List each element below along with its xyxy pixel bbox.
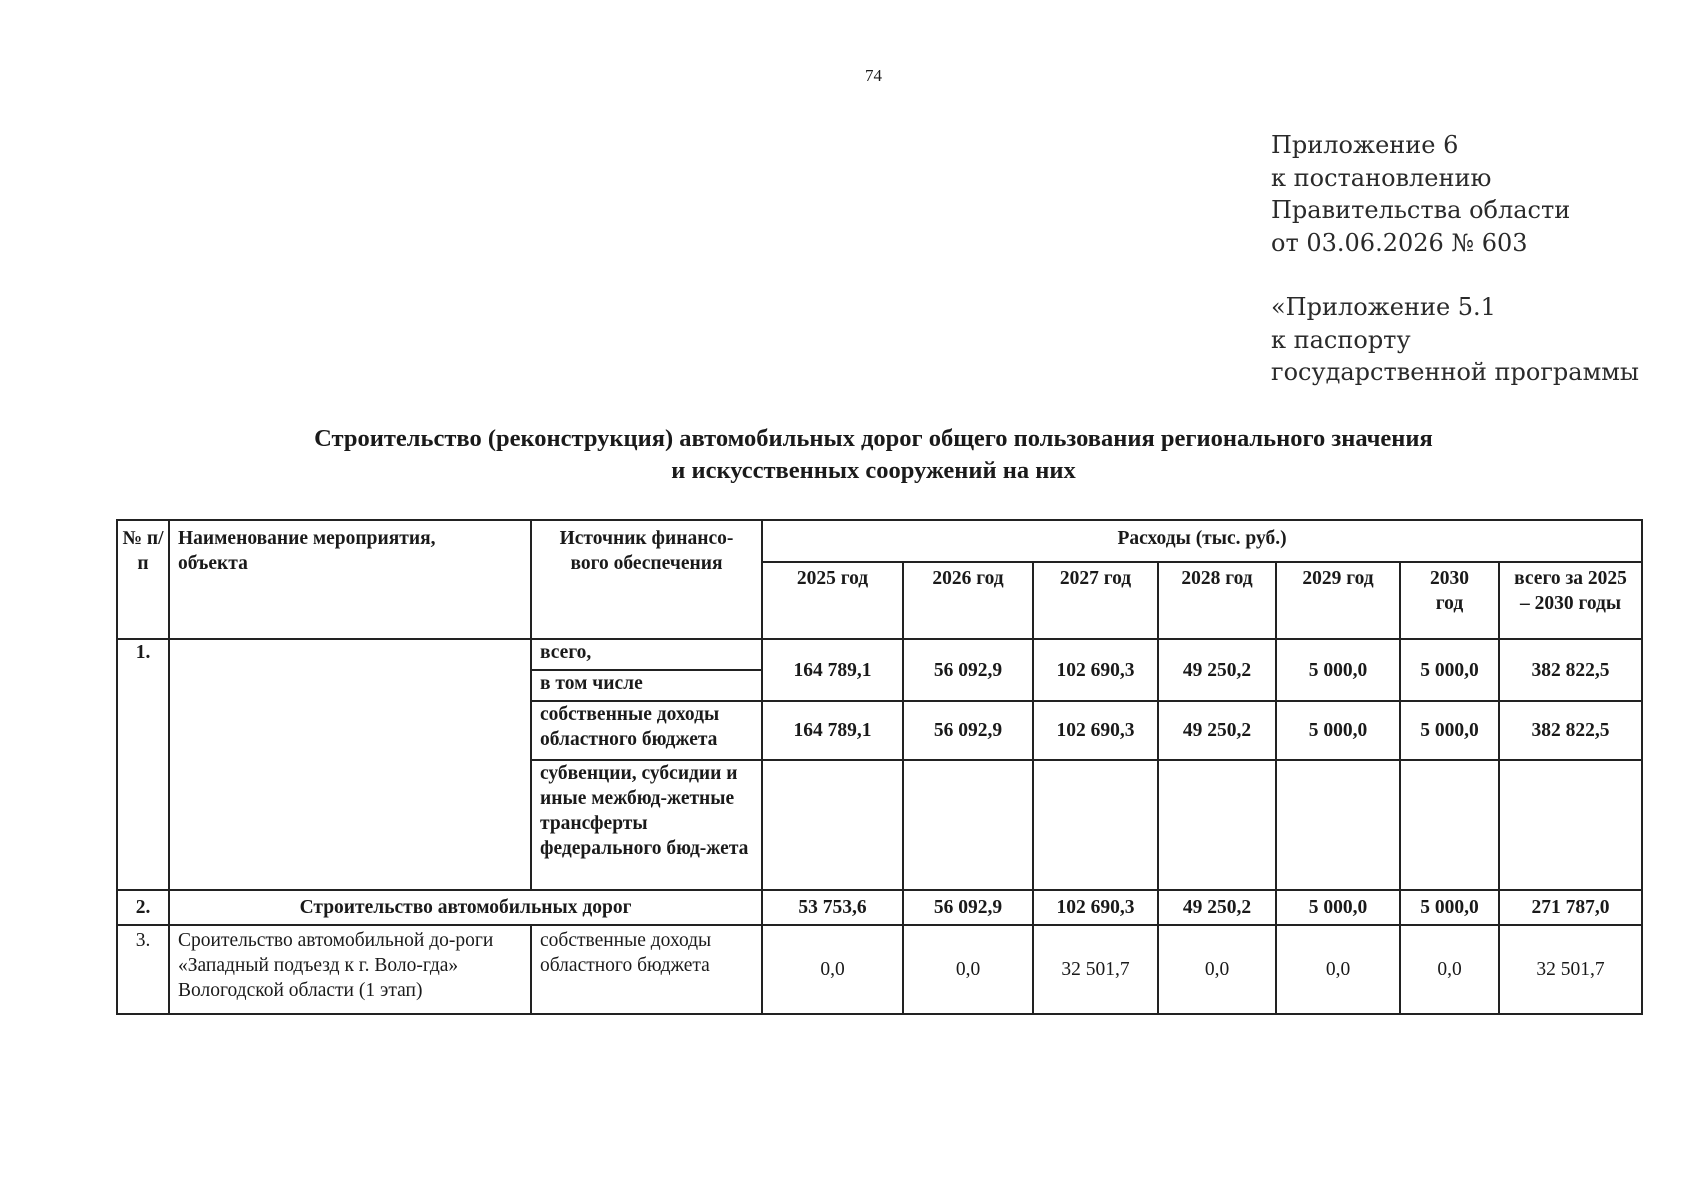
value-cell: 5 000,0 xyxy=(1276,701,1400,760)
value-cell: 5 000,0 xyxy=(1400,890,1499,925)
source-own-revenue: собственные доходы областного бюджета xyxy=(531,701,762,760)
empty-cell xyxy=(762,760,903,890)
empty-cell xyxy=(903,760,1033,890)
annex-line: к постановлению xyxy=(1271,163,1492,192)
annex-line: Приложение 6 xyxy=(1271,131,1459,159)
header-year-2028: 2028 год xyxy=(1158,562,1276,639)
value-cell: 32 501,7 xyxy=(1499,925,1642,1014)
value-cell: 5 000,0 xyxy=(1400,639,1499,701)
header-row-1 xyxy=(117,520,1642,562)
value-cell: 5 000,0 xyxy=(1276,890,1400,925)
header-year-2029: 2029 год xyxy=(1276,562,1400,639)
value-cell: 382 822,5 xyxy=(1499,701,1642,760)
value-cell: 382 822,5 xyxy=(1499,639,1642,701)
header-name: Наименование мероприятия, объекта xyxy=(169,520,531,639)
table-row xyxy=(117,890,1642,925)
annex-sub-line: «Приложение 5.1 xyxy=(1271,293,1496,321)
value-cell: 49 250,2 xyxy=(1158,701,1276,760)
header-total-years: всего за 2025 – 2030 годы xyxy=(1499,562,1642,639)
value-cell: 56 092,9 xyxy=(903,701,1033,760)
page-number: 74 xyxy=(865,66,882,85)
row-name xyxy=(169,639,531,890)
value-cell: 56 092,9 xyxy=(903,639,1033,701)
row-number: 1. xyxy=(117,639,169,890)
value-cell: 0,0 xyxy=(1276,925,1400,1014)
title-line-1: Строительство (реконструкция) автомобильных дорог общего пользования регионального значения xyxy=(314,425,1433,452)
value-cell: 0,0 xyxy=(762,925,903,1014)
empty-cell xyxy=(1276,760,1400,890)
source-including: в том числе xyxy=(531,670,762,701)
value-cell: 164 789,1 xyxy=(762,639,903,701)
value-cell: 5 000,0 xyxy=(1276,639,1400,701)
value-cell: 271 787,0 xyxy=(1499,890,1642,925)
value-cell: 0,0 xyxy=(1400,925,1499,1014)
section-title: Строительство автомобильных дорог xyxy=(169,890,762,925)
header-num: № п/п xyxy=(117,520,169,639)
header-year-2030: 2030 год xyxy=(1400,562,1499,639)
value-cell: 102 690,3 xyxy=(1033,701,1158,760)
annex-line: Правительства области xyxy=(1271,196,1571,224)
value-cell: 0,0 xyxy=(1158,925,1276,1014)
expenses-table xyxy=(116,519,1643,1015)
value-cell: 53 753,6 xyxy=(762,890,903,925)
row-name: Сроительство автомобильной до-роги «Западный подъезд к г. Воло-гда» Вологодской области (1 этап) xyxy=(169,925,531,1014)
value-cell: 32 501,7 xyxy=(1033,925,1158,1014)
annex-block xyxy=(1271,129,1639,389)
empty-cell xyxy=(1033,760,1158,890)
value-cell: 0,0 xyxy=(903,925,1033,1014)
annex-sub-line: к паспорту xyxy=(1271,325,1411,354)
value-cell: 102 690,3 xyxy=(1033,639,1158,701)
value-cell: 5 000,0 xyxy=(1400,701,1499,760)
row-source: собственные доходы областного бюджета xyxy=(531,925,762,1014)
header-source: Источник финансо-вого обеспечения xyxy=(531,520,762,639)
empty-cell xyxy=(1499,760,1642,890)
table-row xyxy=(117,639,1642,670)
annex-sub-line: государственной программы xyxy=(1271,358,1640,386)
annex-gap xyxy=(1271,259,1639,291)
header-year-2026: 2026 год xyxy=(903,562,1033,639)
annex-line: от 03.06.2026 № 603 xyxy=(1271,228,1528,257)
value-cell: 102 690,3 xyxy=(1033,890,1158,925)
header-year-2027: 2027 год xyxy=(1033,562,1158,639)
title-line-2: и искусственных сооружений на них xyxy=(671,457,1076,484)
header-expenses: Расходы (тыс. руб.) xyxy=(762,520,1642,562)
header-year-2025: 2025 год xyxy=(762,562,903,639)
row-number: 2. xyxy=(117,890,169,925)
source-federal-transfers: субвенции, субсидии и иные межбюд-жетные трансферты федерального бюд-жета xyxy=(531,760,762,890)
value-cell: 49 250,2 xyxy=(1158,890,1276,925)
document-title xyxy=(0,423,1697,487)
value-cell: 56 092,9 xyxy=(903,890,1033,925)
empty-cell xyxy=(1400,760,1499,890)
table-row xyxy=(117,925,1642,1014)
row-number: 3. xyxy=(117,925,169,1014)
value-cell: 164 789,1 xyxy=(762,701,903,760)
value-cell: 49 250,2 xyxy=(1158,639,1276,701)
empty-cell xyxy=(1158,760,1276,890)
source-total: всего, xyxy=(531,639,762,670)
